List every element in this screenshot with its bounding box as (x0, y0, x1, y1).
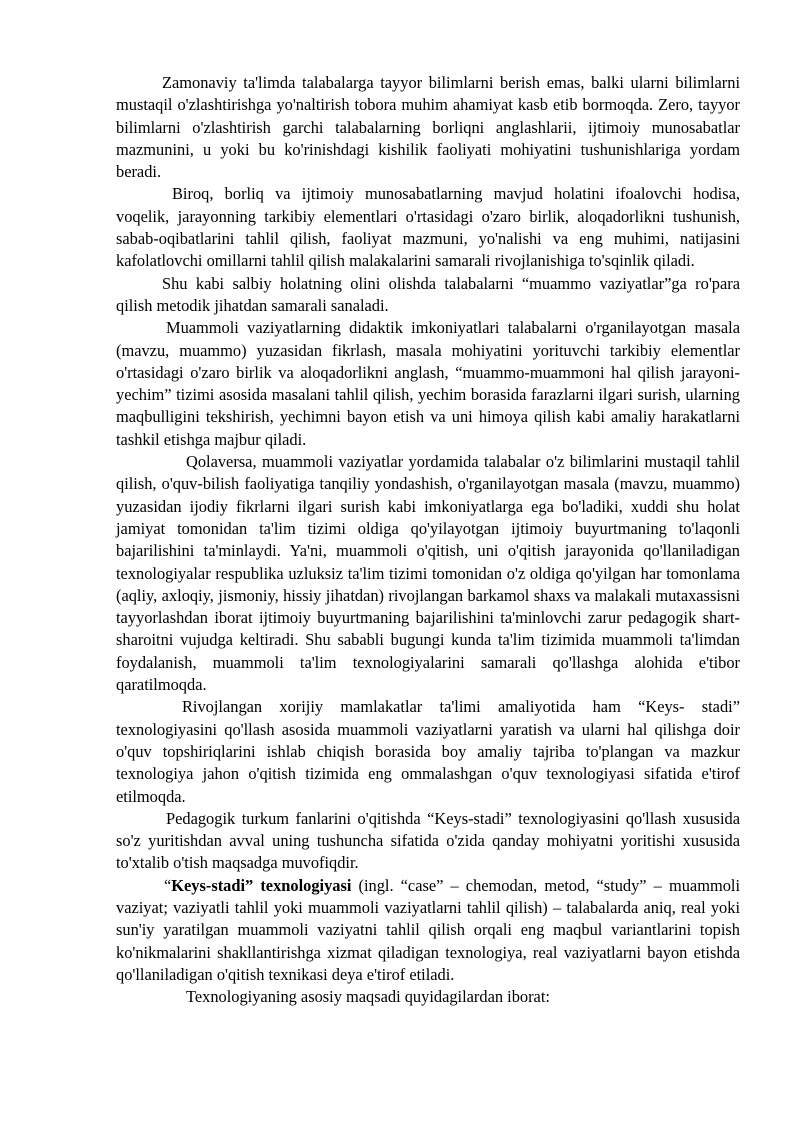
document-page (116, 72, 740, 1008)
definition-term: Keys-stadi” texnologiyasi (171, 875, 352, 895)
paragraph-6: Rivojlangan xorijiy mamlakatlar ta'limi amaliyotida ham “Keys- stadi” texnologiyasini qo'llash asosida muammoli vaziyatlarni yaratish va ularni hal qilishga doir o'quv topshiriqlarini ishlab chiqish borasida boy amaliy tajriba to'plangan va mazkur texnologiya jahon o'qitish tizimida eng ommalashgan o'quv texnologiyasi sifatida e'tirof etilmoqda. (116, 697, 740, 806)
closing-line: Texnologiyaning asosiy maqsadi quyidagilardan iborat: (186, 987, 550, 1007)
paragraph-5: Qolaversa, muammoli vaziyatlar yordamida talabalar o'z bilimlarini mustaqil tahlil qilish, o'quv-bilish faoliyatiga tanqiliy yondashish, o'rganilayotgan masala (mavzu, muammo) yuzasidan ijodiy fikrlarni ilgari surish kabi imkoniyatlarga ega bo'ladiki, xuddi shu holat jamiyat tomonidan ta'lim tizimi oldiga qo'yilayotgan ijtimoiy buyurtmaning to'laqonli bajarilishini ta'minlaydi. Ya'ni, muammoli o'qitish, uni o'qitish jarayonida qo'llaniladigan texnologiyalar respublika uzluksiz ta'lim tizimi tomonidan o'z oldiga qo'yilgan har tomonlama (aqliy, axloqiy, jismoniy, hissiy jihatdan) rivojlangan barkamol shaxs va malakali mutaxassisni tayyorlashdan iborat ijtimoiy buyurtmaning bajarilishini ta'minlovchi zarur pedagogik shart-sharoitni vujudga keltiradi. Shu sababli bugungi kunda ta'lim tizimida muammoli ta'limdan foydalanish, muammoli ta'lim texnologiyalarini samarali qo'llashga alohida e'tibor qaratilmoqda. (116, 452, 740, 695)
definition-body: (ingl. “case” – chemodan, metod, “study” – muammoli vaziyat; vaziyatli tahlil yoki muammoli vaziyatlarni tahlil qilish) – talabalarda aniq, real yoki sun'iy yaratilgan muammoli vaziyatni tahlil qilish orqali eng maqbul variantlarini topish ko'nikmalarini shakllantirishga xizmat qiladigan texnologiya, real vaziyatlarni bayon etishda qo'llaniladigan o'qitish texnikasi deya e'tirof etiladi. (116, 875, 740, 984)
paragraph-1: Zamonaviy ta'limda talabalarga tayyor bilimlarni berish emas, balki ularni bilimlarni mustaqil o'zlashtirishga yo'naltirish tobora muhim ahamiyat kasb etib bormoqda. Zero, tayyor bilimlarni o'zlashtirish garchi talabalarning borliqni anglashlarii, ijtimoiy munosabatlar mazmunini, u yoki bu ko'rinishdagi kishilik faoliyati mohiyatini tushunishlariga yordam beradi. (116, 73, 740, 182)
definition-open-quote: “ (164, 875, 172, 895)
definition-paragraph (116, 875, 740, 986)
paragraph-4: Muammoli vaziyatlarning didaktik imkoniyatlari talabalarni o'rganilayotgan masala (mavzu, muammo) yuzasidan fikrlash, masala mohiyatini yorituvchi tarkibiy elementlar o'rtasidagi o'zaro birlik va aloqadorlikni anglash, “muammo-muammoni hal qilish jarayoni-yechim” tizimi asosida masalani tahlil qilish, yechim borasida farazlarni ilgari surish, ularning maqbulligini tekshirish, yechimni bayon etish va uni himoya qilish kabi amaliy harakatlarni tashkil etishga majbur qiladi. (116, 318, 740, 449)
paragraph-7: Pedagogik turkum fanlarini o'qitishda “Keys-stadi” texnologiyasini qo'llash xususida so'z yuritishdan avval uning tushuncha sifatida o'zida qanday mohiyatni yoritishi xususida to'xtalib o'tish maqsadga muvofiqdir. (116, 808, 740, 873)
paragraph-2: Biroq, borliq va ijtimoiy munosabatlarning mavjud holatini ifoalovchi hodisa, voqelik, jarayonning tarkibiy elementlari o'rtasidagi o'zaro birlik, aloqadorlikni tushunish, sabab-oqibatlarini tahlil qilish, faoliyat mazmuni, yo'nalishi va eng muhimi, natijasini kafolatlovchi omillarni tahlil qilish malakalarini samarali rivojlanishiga to'sqinlik qiladi. (116, 184, 740, 271)
paragraph-3: Shu kabi salbiy holatning olini olishda talabalarni “muammo vaziyatlar”ga ro'para qilish metodik jihatdan samarali sanaladi. (116, 273, 740, 315)
